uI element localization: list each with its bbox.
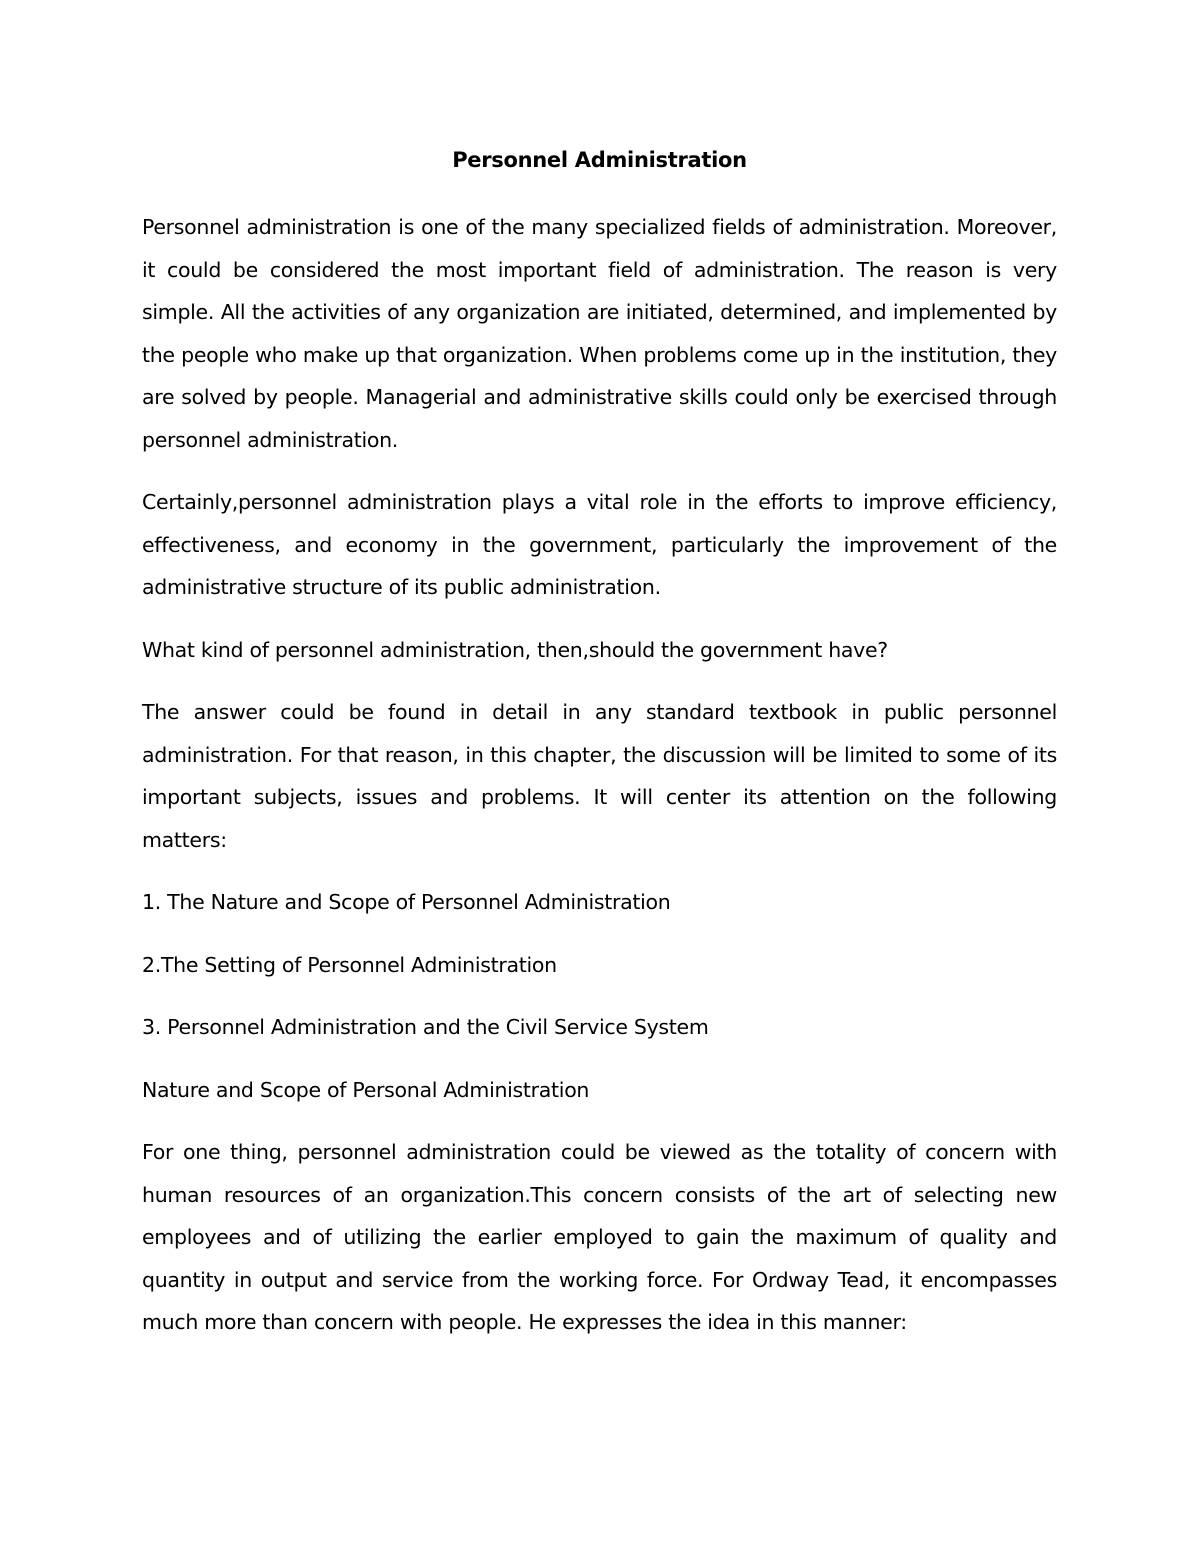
document-page bbox=[142, 140, 1057, 1364]
paragraph-intro: Personnel administration is one of the many specialized fields of administration. Moreover, it could be considered the most important field of administration. The reason is very simple. All the activities of any organization are initiated, determined, and implemented by the people who make up that organization. When problems come up in the institution, they are solved by people. Managerial and administrative skills could only be exercised through personnel administration. bbox=[142, 215, 1057, 452]
document-title: Personnel Administration bbox=[452, 148, 747, 172]
list-item: 2.The Setting of Personnel Administration bbox=[142, 952, 557, 977]
list-item: 1. The Nature and Scope of Personnel Administration bbox=[142, 890, 671, 914]
paragraph-efficiency: Certainly,personnel administration plays a vital role in the efforts to improve efficiency, effectiveness, and economy in the government, particularly the improvement of the administrative structure of its public administration. bbox=[142, 490, 1057, 599]
paragraph-question: What kind of personnel administration, then,should the government have? bbox=[142, 637, 888, 662]
paragraph-answer: The answer could be found in detail in any standard textbook in public personnel administration. For that reason, in this chapter, the discussion will be limited to some of its important subjects, issues and problems. It will center its attention on the following matters: bbox=[142, 700, 1057, 852]
list-item: 3. Personnel Administration and the Civil Service System bbox=[142, 1015, 709, 1039]
paragraph-closing: For one thing, personnel administration could be viewed as the totality of concern with human resources of an organization.This concern consists of the art of selecting new employees and of utilizing the earlier employed to gain the maximum of quality and quantity in output and service from the working force. For Ordway Tead, it encompasses much more than concern with people. He expresses the idea in this manner: bbox=[142, 1140, 1057, 1334]
section-heading: Nature and Scope of Personal Administration bbox=[142, 1077, 590, 1102]
